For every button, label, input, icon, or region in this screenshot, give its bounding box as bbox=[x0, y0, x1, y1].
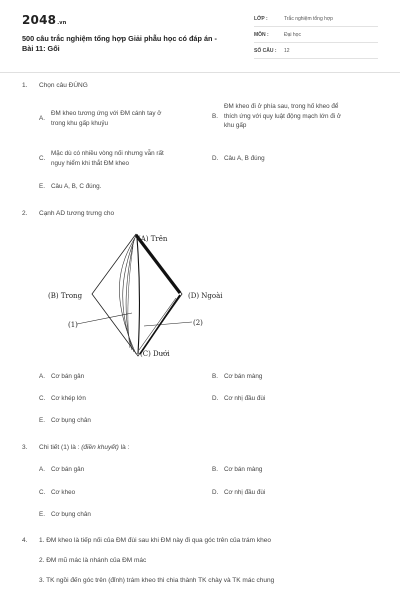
question-text: Cạnh AD tương trưng cho bbox=[39, 210, 115, 217]
popliteal-fossa-figure bbox=[40, 226, 230, 362]
meta-value: Trắc nghiệm tổng hợp bbox=[284, 16, 333, 22]
document-title: 500 câu trắc nghiệm tổng hợp Giải phẫu học có đáp án - Bài 11: Gối bbox=[22, 34, 217, 53]
meta-key: SỐ CÂU : bbox=[254, 48, 277, 54]
question-number: 1. bbox=[22, 82, 28, 89]
question-text: Chi tiết (1) là : (điền khuyết) là : bbox=[39, 444, 130, 451]
question-number: 2. bbox=[22, 210, 28, 217]
label-1: (1) bbox=[68, 321, 78, 329]
question-number: 3. bbox=[22, 444, 28, 451]
label-b: (B) Trong bbox=[48, 292, 83, 300]
site-logo[interactable]: 2048.vn bbox=[22, 13, 67, 27]
pointer-2 bbox=[144, 322, 192, 326]
fossa-outline bbox=[92, 234, 182, 356]
meta-row-count bbox=[254, 47, 378, 59]
statement-2: 2. ĐM mũ mác là nhánh của ĐM mác bbox=[39, 557, 147, 564]
muscle-line bbox=[126, 240, 134, 350]
question-text: Chọn câu ĐÚNG bbox=[39, 82, 88, 89]
muscle-line bbox=[128, 246, 133, 348]
muscle-line bbox=[137, 238, 139, 354]
meta-row-subject bbox=[254, 31, 378, 43]
pointer-1 bbox=[77, 313, 132, 324]
page-header bbox=[0, 0, 400, 72]
header-divider bbox=[0, 72, 400, 73]
meta-row-class bbox=[254, 15, 378, 27]
label-a: (A) Trên bbox=[138, 235, 168, 243]
question-number: 4. bbox=[22, 537, 28, 544]
label-c: (C) Dưới bbox=[140, 350, 170, 358]
statement-1: 1. ĐM kheo là tiếp nối của ĐM đùi sau khi ĐM này đi qua góc trên của trám kheo bbox=[39, 537, 271, 544]
label-2: (2) bbox=[193, 319, 203, 327]
edge-ad bbox=[136, 235, 180, 293]
meta-key: LỚP : bbox=[254, 16, 268, 22]
statement-3: 3. TK ngồi đến góc trên (đỉnh) trám kheo thì chia thành TK chày và TK mác chung bbox=[39, 577, 275, 584]
meta-value: Đại học bbox=[284, 32, 301, 38]
meta-value: 12 bbox=[284, 48, 290, 54]
label-d: (D) Ngoài bbox=[188, 292, 223, 300]
meta-key: MÔN : bbox=[254, 32, 269, 38]
